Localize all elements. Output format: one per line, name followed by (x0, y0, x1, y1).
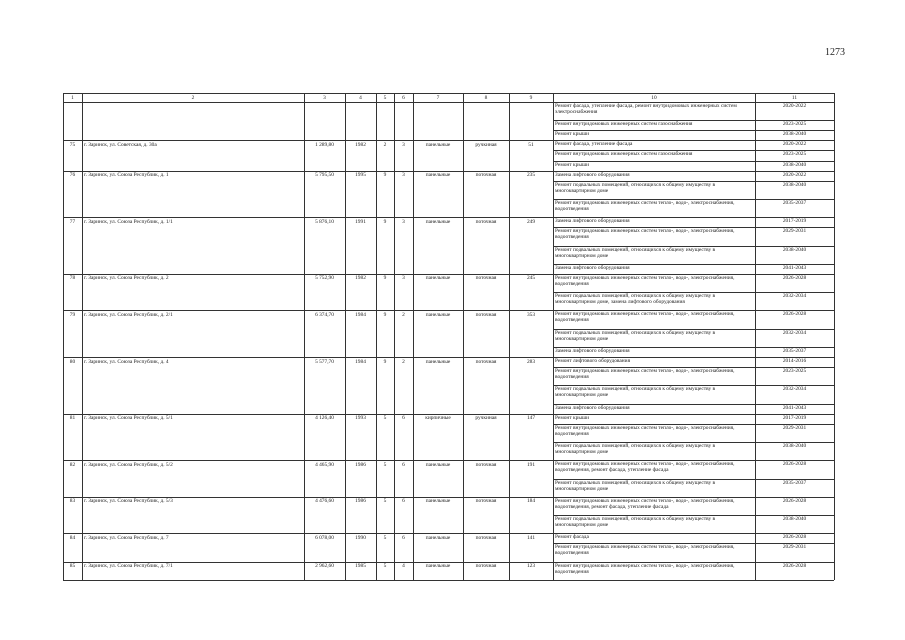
cell-area: 6 078,00 (315, 534, 334, 541)
cell-year: 1986 (355, 498, 366, 505)
cell-ent: 6 (402, 498, 405, 505)
cell-area: 5 876,10 (315, 218, 334, 225)
cell-wall: панельные (425, 141, 451, 148)
cell-wall: панельные (425, 358, 451, 365)
cell-floors: 9 (383, 358, 387, 365)
work-description: Замена лифтового оборудования (555, 404, 630, 411)
cell-floors: 5 (383, 498, 387, 505)
cell-area: 1 289,80 (315, 141, 334, 148)
work-period: 2017-2019 (782, 218, 807, 225)
work-period: 2023-2025 (782, 368, 807, 375)
header-line (63, 93, 834, 94)
cell-addr: г. Заринск, ул. Союза Республик, д. 1 (84, 172, 169, 179)
work-period: 2020-2022 (782, 141, 807, 148)
cell-area: 5 795,50 (315, 172, 334, 179)
cell-wall: кирпичные (425, 415, 451, 422)
work-period: 2038-2040 (782, 131, 807, 138)
cell-ent: 2 (402, 311, 405, 318)
column-line (63, 93, 64, 580)
cell-floors: 2 (383, 141, 387, 148)
cell-ent: 3 (402, 172, 405, 179)
work-period: 2029-2031 (782, 424, 807, 431)
work-period: 2014-2016 (782, 358, 807, 365)
work-description: Ремонт крыши (555, 161, 589, 168)
work-description: Ремонт фасада, утепление фасада, ремонт внутридомовых инженерных систем электроснабжения (555, 103, 737, 115)
cell-flats: 249 (526, 218, 536, 225)
cell-addr: г. Заринск, ул. Союза Республик, д. 2 (84, 275, 169, 282)
work-period: 2035-2037 (782, 347, 807, 354)
cell-year: 1984 (355, 311, 366, 318)
work-period: 2023-2025 (782, 151, 807, 158)
work-description: Ремонт внутридомовых инженерных систем газоснабжения (555, 121, 693, 128)
column-line (345, 93, 346, 580)
work-description: Замена лифтового оборудования (555, 171, 630, 178)
work-description: Ремонт лифтового оборудования (555, 358, 631, 365)
cell-floors: 5 (383, 461, 387, 468)
work-period: 2041-2043 (782, 404, 807, 411)
column-line (553, 93, 554, 580)
work-description: Ремонт внутридомовых инженерных систем тепло-, водо-, электроснабжения, водоотведения (555, 228, 735, 241)
cell-ent: 4 (402, 563, 405, 570)
cell-flats: 51 (528, 141, 534, 148)
cell-addr: г. Заринск, ул. Союза Республик, д. 7 (84, 534, 169, 541)
cell-year: 1982 (355, 275, 366, 282)
cell-n: 75 (69, 141, 76, 148)
cell-floors: 9 (383, 218, 387, 225)
column-header-11: 11 (791, 94, 798, 101)
cell-flats: 191 (526, 461, 536, 468)
cell-wall: панельные (425, 311, 451, 318)
cell-flats: 353 (526, 311, 536, 318)
cell-wall: панельные (425, 461, 451, 468)
cell-area: 4 465,90 (315, 461, 334, 468)
work-period: 2038-2040 (782, 443, 807, 450)
work-period: 2026-2028 (782, 311, 807, 318)
column-line (82, 93, 83, 580)
work-description: Ремонт внутридомовых инженерных систем тепло-, водо-, электроснабжения, водоотведения (555, 368, 735, 381)
cell-floors: 5 (383, 415, 387, 422)
cell-wall: панельные (425, 498, 451, 505)
column-header-9: 9 (529, 94, 533, 101)
cell-flats: 123 (526, 563, 536, 570)
cell-ent: 3 (402, 218, 405, 225)
column-line (509, 93, 510, 580)
capital-repair-table (63, 93, 834, 580)
work-period: 2041-2043 (782, 264, 807, 271)
cell-flats: 245 (526, 275, 536, 282)
cell-addr: г. Заринск, ул. Союза Республик, д. 7/1 (84, 563, 173, 570)
cell-year: 1984 (355, 358, 366, 365)
work-description: Ремонт фасада (555, 534, 589, 541)
work-period: 2026-2028 (782, 562, 807, 569)
cell-ent: 6 (402, 415, 405, 422)
work-description: Ремонт подвальных помещений, относящихся к общему имуществу в многоквартирном доме (555, 246, 716, 259)
work-description: Ремонт подвальных помещений, относящихся к общему имуществу в многоквартирном доме (555, 386, 716, 399)
cell-ent: 3 (402, 141, 405, 148)
work-period: 2026-2028 (782, 274, 807, 281)
cell-n: 77 (69, 218, 76, 225)
cell-ent: 6 (402, 534, 405, 541)
cell-chute: поточная (475, 358, 497, 365)
work-period: 2038-2040 (782, 181, 807, 188)
column-line (394, 93, 395, 580)
cell-n: 83 (69, 498, 76, 505)
cell-ent: 2 (402, 358, 405, 365)
cell-n: 76 (69, 172, 76, 179)
cell-n: 81 (69, 415, 76, 422)
work-period: 2032-2034 (782, 293, 807, 300)
cell-year: 1991 (355, 218, 366, 225)
column-header-1: 1 (71, 94, 74, 101)
cell-addr: г. Заринск, ул. Союза Республик, д. 1/1 (84, 218, 173, 225)
cell-chute: поточная (475, 218, 497, 225)
cell-flats: 235 (526, 172, 536, 179)
work-period: 2038-2040 (782, 161, 807, 168)
column-line (304, 93, 305, 580)
work-description: Ремонт подвальных помещений, относящихся к общему имуществу в многоквартирном доме (555, 516, 716, 529)
cell-addr: г. Заринск, ул. Союза Республик, д. 5/3 (84, 498, 173, 505)
cell-chute: поточная (475, 498, 497, 505)
cell-wall: панельные (425, 172, 451, 179)
cell-chute: ручкиная (475, 141, 497, 148)
cell-area: 5 577,70 (315, 358, 334, 365)
work-period: 2023-2025 (782, 121, 807, 128)
work-description: Ремонт внутридомовых инженерных систем тепло-, водо-, электроснабжения, водоотведения (555, 562, 735, 575)
column-line (413, 93, 414, 580)
cell-year: 1990 (355, 534, 366, 541)
column-header-2: 2 (191, 94, 195, 101)
cell-floors: 9 (383, 311, 387, 318)
cell-year: 1986 (355, 461, 366, 468)
cell-wall: панельные (425, 563, 451, 570)
work-period: 2020-2022 (782, 103, 807, 109)
work-description: Замена лифтового оборудования (555, 347, 630, 354)
cell-n: 84 (69, 534, 76, 541)
cell-flats: 184 (526, 498, 536, 505)
work-description: Ремонт внутридомовых инженерных систем тепло-, водо-, электроснабжения, водоотведения (555, 311, 735, 324)
cell-chute: поточная (475, 172, 497, 179)
cell-floors: 5 (383, 563, 387, 570)
column-header-8: 8 (484, 94, 488, 101)
work-period: 2026-2028 (782, 534, 807, 541)
cell-chute: поточная (475, 534, 497, 541)
work-period: 2032-2034 (782, 386, 807, 393)
cell-wall: панельные (425, 218, 451, 225)
work-description: Ремонт внутридомовых инженерных систем газоснабжения (555, 151, 693, 158)
column-line (376, 93, 377, 580)
cell-n: 85 (69, 563, 76, 570)
cell-ent: 6 (402, 461, 405, 468)
cell-wall: панельные (425, 275, 451, 282)
work-description: Ремонт внутридомовых инженерных систем тепло-, водо-, электроснабжения, водоотведения (555, 424, 735, 437)
cell-addr: г. Заринск, ул. Советская, д. 30а (84, 141, 157, 148)
work-period: 2032-2034 (782, 329, 807, 336)
cell-floors: 9 (383, 275, 387, 282)
cell-n: 78 (69, 275, 76, 282)
work-description: Замена лифтового оборудования (555, 218, 630, 225)
page-number: 1273 (825, 47, 845, 58)
cell-flats: 141 (526, 534, 536, 541)
cell-area: 4 476,60 (315, 498, 334, 505)
cell-flats: 283 (526, 358, 536, 365)
cell-addr: г. Заринск, ул. Союза Республик, д. 5/1 (84, 415, 173, 422)
work-period: 2017-2019 (782, 414, 807, 421)
work-description: Ремонт подвальных помещений, относящихся к общему имуществу в многоквартирном доме (555, 479, 716, 492)
work-period: 2038-2040 (782, 516, 807, 523)
row-line (63, 580, 834, 581)
work-description: Ремонт крыши (555, 131, 589, 138)
work-description: Замена лифтового оборудования (555, 264, 630, 271)
cell-year: 1982 (355, 141, 366, 148)
work-period: 2035-2037 (782, 199, 807, 206)
cell-chute: поточная (475, 275, 497, 282)
cell-addr: г. Заринск, ул. Союза Республик, д. 4 (84, 358, 169, 365)
work-description: Ремонт подвальных помещений, относящихся к общему имуществу в многоквартирном доме (555, 443, 716, 456)
work-period: 2035-2037 (782, 479, 807, 486)
work-period: 2029-2031 (782, 228, 807, 235)
cell-ent: 3 (402, 275, 405, 282)
work-description: Ремонт внутридомовых инженерных систем тепло-, водо-, электроснабжения, водоотведения, ремонт фасада, утепление фасада (555, 461, 735, 474)
cell-year: 1993 (355, 415, 366, 422)
cell-area: 6 374,70 (315, 311, 334, 318)
work-description: Ремонт внутридомовых инженерных систем тепло-, водо-, электроснабжения, водоотведения (555, 199, 735, 212)
work-description: Ремонт крыши (555, 414, 589, 421)
cell-year: 1985 (355, 563, 366, 570)
column-header-6: 6 (402, 94, 405, 101)
column-line (463, 93, 464, 580)
column-header-10: 10 (651, 94, 657, 101)
cell-n: 82 (69, 461, 76, 468)
column-line (834, 93, 835, 580)
work-description: Ремонт внутридомовых инженерных систем тепло-, водо-, электроснабжения, водоотведения, ремонт фасада, утепление фасада (555, 497, 735, 510)
cell-chute: ручкиная (475, 415, 497, 422)
cell-chute: поточная (475, 461, 497, 468)
cell-n: 79 (69, 311, 76, 318)
work-period: 2029-2031 (782, 544, 807, 551)
work-description: Ремонт внутридомовых инженерных систем тепло-, водо-, электроснабжения, водоотведения (555, 544, 735, 557)
cell-chute: поточная (475, 563, 497, 570)
work-period: 2026-2028 (782, 497, 807, 504)
work-description: Ремонт внутридомовых инженерных систем тепло-, водо-, электроснабжения, водоотведения (555, 274, 735, 287)
work-period: 2038-2040 (782, 246, 807, 253)
work-description: Ремонт подвальных помещений, относящихся к общему имуществу в многоквартирном доме (555, 329, 716, 342)
work-period: 2020-2022 (782, 171, 807, 178)
cell-area: 5 752,90 (315, 275, 334, 282)
cell-addr: г. Заринск, ул. Союза Республик, д. 2/1 (84, 311, 173, 318)
column-header-4: 4 (359, 94, 362, 101)
cell-floors: 9 (383, 172, 387, 179)
cell-floors: 5 (383, 534, 387, 541)
work-description: Ремонт фасада, утепление фасада (555, 141, 633, 148)
work-description: Ремонт подвальных помещений, относящихся к общему имуществу в многоквартирном доме (555, 181, 716, 194)
column-header-5: 5 (383, 94, 387, 101)
cell-wall: панельные (425, 534, 451, 541)
cell-n: 80 (69, 358, 76, 365)
cell-addr: г. Заринск, ул. Союза Республик, д. 5/2 (84, 461, 173, 468)
cell-chute: поточная (475, 311, 497, 318)
cell-area: 2 962,60 (315, 563, 334, 570)
cell-flats: 147 (526, 415, 536, 422)
column-header-3: 3 (323, 94, 326, 101)
column-header-7: 7 (436, 94, 440, 101)
work-description: Ремонт подвальных помещений, относящихся к общему имуществу в многоквартирном доме, замена лифтового оборудования (555, 293, 716, 306)
column-line (755, 93, 756, 580)
cell-area: 4 126,40 (315, 415, 334, 422)
cell-year: 1995 (355, 172, 366, 179)
work-period: 2026-2028 (782, 461, 807, 468)
